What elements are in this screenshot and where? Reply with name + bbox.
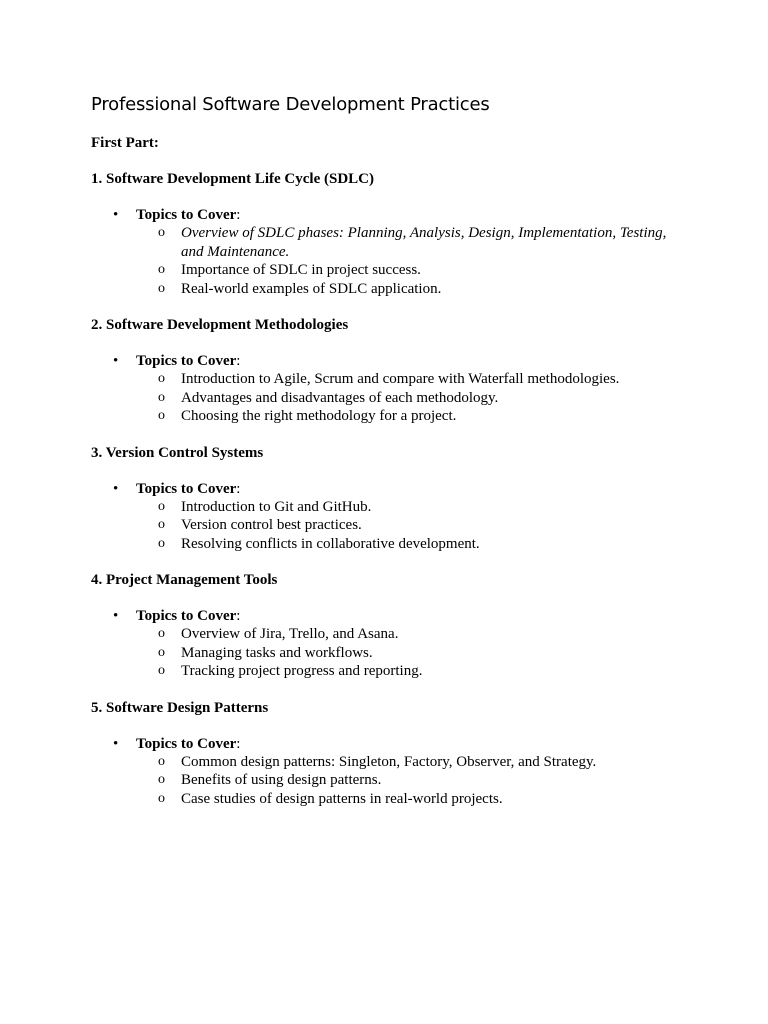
list-item-text: Resolving conflicts in collaborative development. <box>181 535 480 552</box>
bullet-icon: • <box>113 480 119 497</box>
list-item-text: Tracking project progress and reporting. <box>181 663 423 679</box>
list-item <box>91 280 691 299</box>
list-item <box>91 370 691 389</box>
topic-list <box>91 224 691 298</box>
circle-bullet-icon: o <box>158 225 165 240</box>
topics-label-colon: : <box>236 735 241 752</box>
list-item <box>91 625 691 644</box>
list-item <box>91 771 691 790</box>
document-page <box>91 93 691 826</box>
topics-label-colon: : <box>236 608 241 624</box>
list-item-text: Version control best practices. <box>181 517 362 533</box>
circle-bullet-icon: o <box>158 772 165 787</box>
circle-bullet-icon: o <box>158 663 165 678</box>
topics-label: Topics to Cover <box>136 735 237 752</box>
topic-list <box>91 370 691 426</box>
list-item-text: Advantages and disadvantages of each methodology. <box>181 389 499 406</box>
list-item <box>91 224 691 261</box>
list-item-text: Introduction to Git and GitHub. <box>181 498 372 515</box>
list-item <box>91 753 691 772</box>
topics-bullet <box>91 480 691 498</box>
list-item-text: Real-world examples of SDLC application. <box>181 280 442 297</box>
section <box>91 571 691 681</box>
part-label: First Part: <box>91 135 159 151</box>
topics-label: Topics to Cover <box>136 480 237 497</box>
list-item <box>91 516 691 535</box>
list-item <box>91 662 691 681</box>
circle-bullet-icon: o <box>158 408 165 423</box>
list-item-text: Importance of SDLC in project success. <box>181 262 421 278</box>
circle-bullet-icon: o <box>158 626 165 641</box>
circle-bullet-icon: o <box>158 498 165 514</box>
section-heading: 1. Software Development Life Cycle (SDLC) <box>91 171 375 187</box>
bullet-icon: • <box>113 735 119 752</box>
circle-bullet-icon: o <box>158 389 165 405</box>
list-item-text: Benefits of using design patterns. <box>181 772 382 788</box>
section <box>91 316 691 426</box>
circle-bullet-icon: o <box>158 280 165 296</box>
topic-list <box>91 625 691 681</box>
list-item <box>91 498 691 517</box>
list-item-text: Introduction to Agile, Scrum and compare with Waterfall methodologies. <box>181 371 620 387</box>
list-item <box>91 790 691 809</box>
topics-label: Topics to Cover <box>136 608 237 624</box>
bullet-icon: • <box>113 608 119 624</box>
topics-bullet <box>91 206 691 224</box>
list-item-text: Managing tasks and workflows. <box>181 644 373 661</box>
topics-label: Topics to Cover <box>136 207 237 223</box>
topics-bullet <box>91 735 691 753</box>
circle-bullet-icon: o <box>158 517 165 532</box>
list-item <box>91 407 691 426</box>
list-item-text: Choosing the right methodology for a project. <box>181 408 457 424</box>
topics-bullet <box>91 607 691 625</box>
circle-bullet-icon: o <box>158 644 165 660</box>
circle-bullet-icon: o <box>158 262 165 277</box>
sections-container <box>91 170 691 808</box>
list-item <box>91 389 691 408</box>
list-item-text: Common design patterns: Singleton, Factory, Observer, and Strategy. <box>181 753 597 770</box>
topics-label-colon: : <box>236 207 241 223</box>
section <box>91 699 691 809</box>
section-heading: 5. Software Design Patterns <box>91 699 269 716</box>
section <box>91 444 691 554</box>
topic-list <box>91 498 691 554</box>
section-heading: 4. Project Management Tools <box>91 572 278 588</box>
circle-bullet-icon: o <box>158 790 165 806</box>
topic-list <box>91 753 691 809</box>
circle-bullet-icon: o <box>158 371 165 386</box>
section-heading: 2. Software Development Methodologies <box>91 317 349 333</box>
bullet-icon: • <box>113 207 119 223</box>
bullet-icon: • <box>113 353 119 369</box>
section-heading: 3. Version Control Systems <box>91 444 264 461</box>
list-item-text: Overview of Jira, Trello, and Asana. <box>181 626 399 642</box>
list-item <box>91 261 691 280</box>
topics-label-colon: : <box>236 480 241 497</box>
circle-bullet-icon: o <box>158 535 165 551</box>
topics-bullet <box>91 352 691 370</box>
list-item <box>91 535 691 554</box>
document-title: Professional Software Development Practices <box>91 94 490 115</box>
list-item-text: Overview of SDLC phases: Planning, Analysis, Design, Implementation, Testing, and Maintenance. <box>181 225 667 260</box>
list-item <box>91 644 691 663</box>
circle-bullet-icon: o <box>158 753 165 769</box>
list-item-text: Case studies of design patterns in real-world projects. <box>181 790 503 807</box>
topics-label-colon: : <box>236 353 241 369</box>
section <box>91 170 691 298</box>
topics-label: Topics to Cover <box>136 353 237 369</box>
